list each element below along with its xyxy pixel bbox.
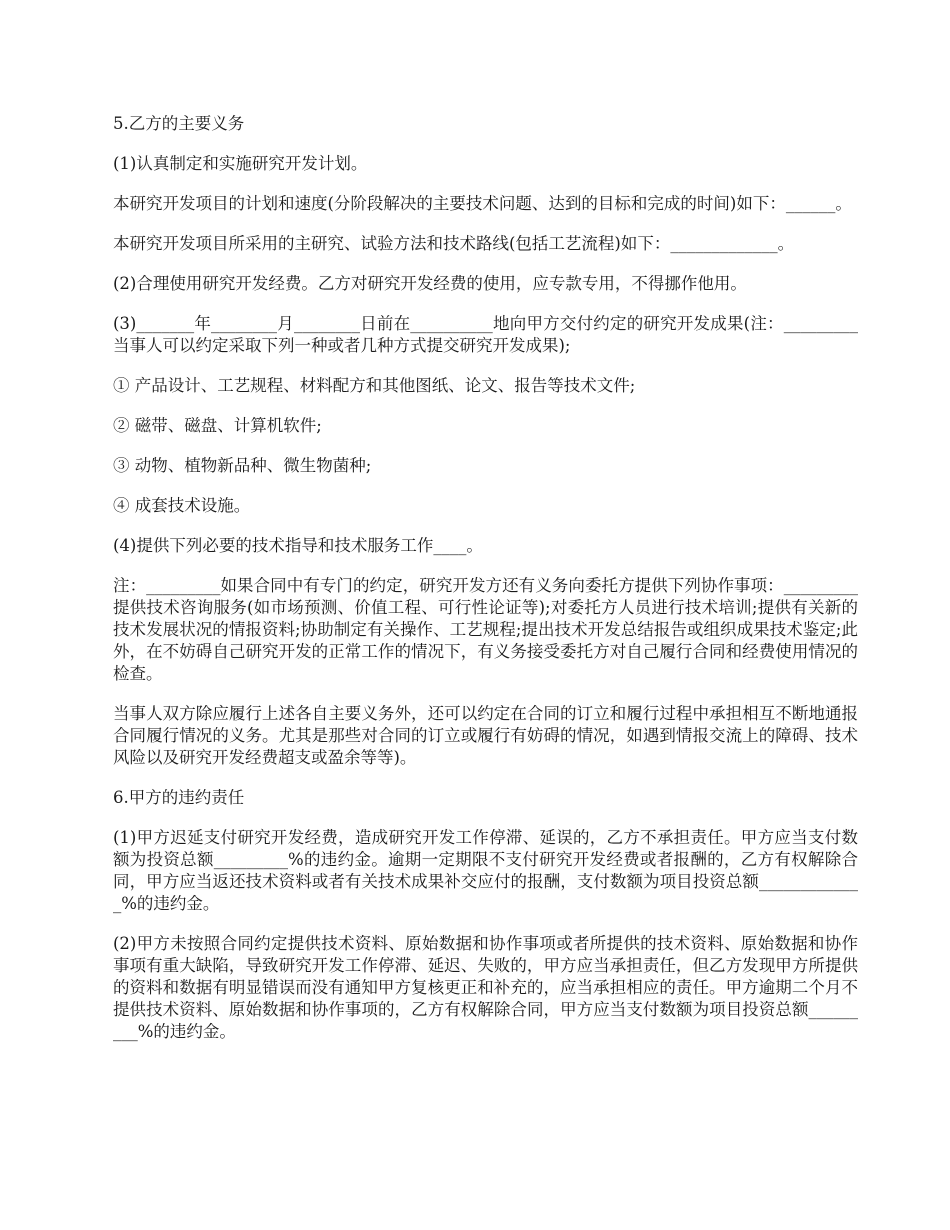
section-5-paragraph-1: (1)认真制定和实施研究开发计划。 — [113, 154, 368, 173]
section-5-paragraph-3: 本研究开发项目所采用的主研究、试验方法和技术路线(包括工艺流程)如下：_____________。 — [113, 234, 795, 253]
section-5-heading: 5.乙方的主要义务 — [113, 114, 245, 133]
section-6-paragraph-1: (1)甲方迟延支付研究开发经费，造成研究开发工作停滞、延误的，乙方不承担责任。甲方应当支付数额为投资总额_________%的违约金。逾期一定期限不支付研究开发经费或者报酬的，乙方有权解除合同，甲方应当返还技术资料或者有关技术成果补交应付的报酬，支付数额为项目投资总额_____________%的违约金。 — [113, 828, 858, 913]
list-item-3: ③ 动物、植物新品种、微生物菌种; — [113, 456, 372, 475]
list-item-4: ④ 成套技术设施。 — [113, 496, 251, 515]
section-6-heading: 6.甲方的违约责任 — [113, 788, 245, 807]
section-5-paragraph-4: (2)合理使用研究开发经费。乙方对研究开发经费的使用，应专款专用，不得挪作他用。 — [113, 274, 747, 293]
list-item-2: ② 磁带、磁盘、计算机软件; — [113, 416, 322, 435]
section-5-paragraph-5: (3)_______年________月________日前在__________地向甲方交付约定的研究开发成果(注：_________当事人可以约定采取下列一种或者几种方式提交研究开发成果); — [113, 314, 858, 355]
list-item-1: ① 产品设计、工艺规程、材料配方和其他图纸、论文、报告等技术文件; — [113, 376, 636, 395]
section-5-note-paragraph: 注：_________如果合同中有专门的约定，研究开发方还有义务向委托方提供下列协作事项：_________提供技术咨询服务(如市场预测、价值工程、可行性论证等);对委托方人员进行技术培训;提供有关新的技术发展状况的情报资料;协助制定有关操作、工艺规程;提出技术开发总结报告或组织成果技术鉴定;此外，在不妨碍自己研究开发的正常工作的情况下，有义务接受委托方对自己履行合同和经费使用情况的检查。 — [113, 576, 858, 683]
section-5-paragraph-8: 当事人双方除应履行上述各自主要义务外，还可以约定在合同的订立和履行过程中承担相互不断地通报合同履行情况的义务。尤其是那些对合同的订立或履行有妨碍的情况，如遇到情报交流上的障碍、技术风险以及研究开发经费超支或盈余等等)。 — [113, 704, 858, 767]
section-6-paragraph-2: (2)甲方未按照合同约定提供技术资料、原始数据和协作事项或者所提供的技术资料、原始数据和协作事项有重大缺陷，导致研究开发工作停滞、延迟、失败的，甲方应当承担责任，但乙方发现甲方所提供的资料和数据有明显错误而没有通知甲方复核更正和补充的，应当承担相应的责任。甲方逾期二个月不提供技术资料、原始数据和协作事项的，乙方有权解除合同，甲方应当支付数额为项目投资总额_________%的违约金。 — [113, 934, 858, 1041]
section-5-paragraph-6: (4)提供下列必要的技术指导和技术服务工作____。 — [113, 536, 483, 555]
section-5-paragraph-2: 本研究开发项目的计划和速度(分阶段解决的主要技术问题、达到的目标和完成的时间)如下：______。 — [113, 194, 852, 213]
